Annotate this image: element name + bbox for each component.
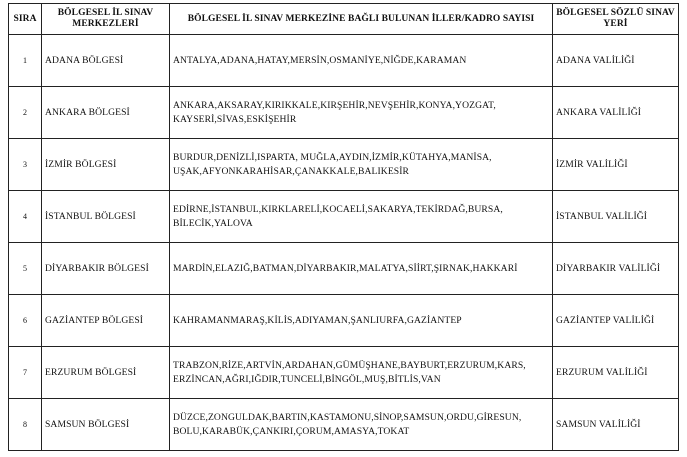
- row-number: 2: [9, 87, 42, 139]
- table-row: [9, 191, 679, 243]
- exam-centers-table: [8, 3, 679, 451]
- row-cities: BURDUR,DENİZLİ,ISPARTA, MUĞLA,AYDIN,İZMİR,KÜTAHYA,MANİSA, UŞAK,AFYONKARAHİSAR,ÇANAKKALE,BALIKESİR: [170, 139, 553, 191]
- row-center: İSTANBUL BÖLGESİ: [42, 191, 170, 243]
- table-row: [9, 347, 679, 399]
- row-cities: KAHRAMANMARAŞ,KİLİS,ADIYAMAN,ŞANLIURFA,GAZİANTEP: [170, 295, 553, 347]
- table-row: [9, 399, 679, 451]
- row-center: İZMİR BÖLGESİ: [42, 139, 170, 191]
- table-row: [9, 243, 679, 295]
- table-row: [9, 295, 679, 347]
- row-cities: MARDİN,ELAZIĞ,BATMAN,DİYARBAKIR,MALATYA,SİİRT,ŞIRNAK,HAKKARİ: [170, 243, 553, 295]
- row-number: 7: [9, 347, 42, 399]
- row-oral-exam: SAMSUN VALİLİĞİ: [553, 399, 679, 451]
- row-oral-exam: ANKARA VALİLİĞİ: [553, 87, 679, 139]
- row-cities: TRABZON,RİZE,ARTVİN,ARDAHAN,GÜMÜŞHANE,BAYBURT,ERZURUM,KARS, ERZİNCAN,AĞRI,IĞDIR,TUNCELİ,BİNGÖL,MUŞ,BİTLİS,VAN: [170, 347, 553, 399]
- row-oral-exam: GAZİANTEP VALİLİĞİ: [553, 295, 679, 347]
- row-number: 3: [9, 139, 42, 191]
- row-center: ADANA BÖLGESİ: [42, 35, 170, 87]
- row-cities: EDİRNE,İSTANBUL,KIRKLARELİ,KOCAELİ,SAKARYA,TEKİRDAĞ,BURSA, BİLECİK,YALOVA: [170, 191, 553, 243]
- row-oral-exam: ADANA VALİLİĞİ: [553, 35, 679, 87]
- header-oral-exam: BÖLGESEL SÖZLÜ SINAV YERİ: [553, 4, 679, 35]
- row-center: ANKARA BÖLGESİ: [42, 87, 170, 139]
- table-row: [9, 139, 679, 191]
- row-oral-exam: DİYARBAKIR VALİLİĞİ: [553, 243, 679, 295]
- row-number: 6: [9, 295, 42, 347]
- row-number: 4: [9, 191, 42, 243]
- row-cities: ANTALYA,ADANA,HATAY,MERSİN,OSMANİYE,NİĞDE,KARAMAN: [170, 35, 553, 87]
- row-center: SAMSUN BÖLGESİ: [42, 399, 170, 451]
- table-row: [9, 35, 679, 87]
- row-number: 5: [9, 243, 42, 295]
- header-cities: BÖLGESEL İL SINAV MERKEZİNE BAĞLI BULUNAN İLLER/KADRO SAYISI: [170, 4, 553, 35]
- row-center: GAZİANTEP BÖLGESİ: [42, 295, 170, 347]
- row-oral-exam: ERZURUM VALİLİĞİ: [553, 347, 679, 399]
- row-number: 8: [9, 399, 42, 451]
- header-center: BÖLGESEL İL SINAV MERKEZLERİ: [42, 4, 170, 35]
- row-center: DİYARBAKIR BÖLGESİ: [42, 243, 170, 295]
- row-cities: ANKARA,AKSARAY,KIRIKKALE,KIRŞEHİR,NEVŞEHİR,KONYA,YOZGAT, KAYSERİ,SİVAS,ESKİŞEHİR: [170, 87, 553, 139]
- row-cities: DÜZCE,ZONGULDAK,BARTIN,KASTAMONU,SİNOP,SAMSUN,ORDU,GİRESUN, BOLU,KARABÜK,ÇANKIRI,ÇORUM,AMASYA,TOKAT: [170, 399, 553, 451]
- header-no: SIRA: [9, 4, 42, 35]
- row-oral-exam: İSTANBUL VALİLİĞİ: [553, 191, 679, 243]
- row-oral-exam: İZMİR VALİLİĞİ: [553, 139, 679, 191]
- row-number: 1: [9, 35, 42, 87]
- table-row: [9, 87, 679, 139]
- table-header: [9, 4, 679, 35]
- table-body: [9, 35, 679, 451]
- header-row: [9, 4, 679, 35]
- row-center: ERZURUM BÖLGESİ: [42, 347, 170, 399]
